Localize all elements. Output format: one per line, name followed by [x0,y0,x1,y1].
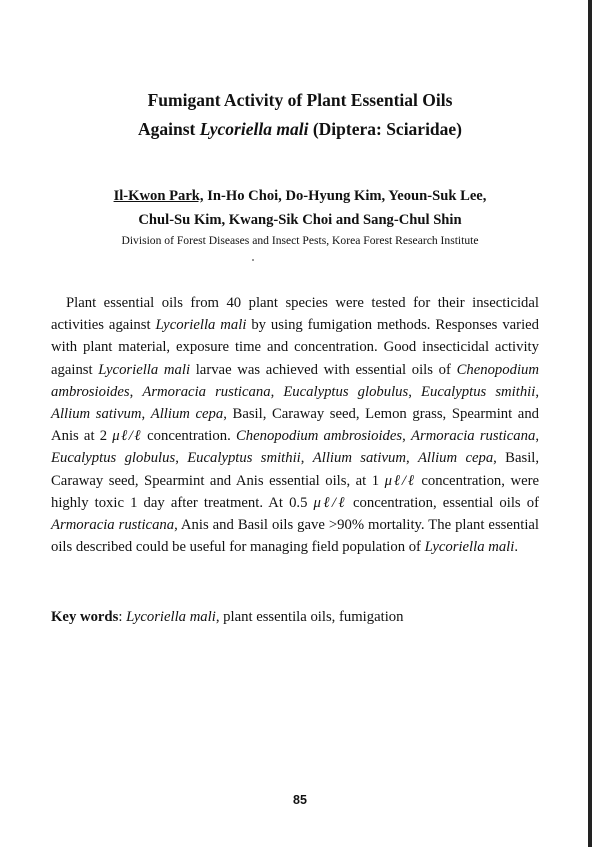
keywords [51,606,539,628]
separator: , [535,428,539,445]
abstract-text: larvae was achieved with essential oils of [190,361,457,378]
species-name: Lycoriella mali [98,361,191,378]
title-species: Lycoriella mali [199,119,309,139]
separator: , [129,383,143,400]
separator: , [405,450,418,467]
species-name: Allium sativum [51,406,142,423]
author-list-line1 [0,186,600,206]
abstract-text: , Basil, Caraway seed, Spearmint and Anis essential oils, at 1 [51,450,540,489]
species-name: Allium cepa [417,450,494,467]
abstract-text: , Basil, Caraway seed, Lemon grass, Spearmint and Anis at 2 [51,406,540,445]
species-name: Eucalyptus globulus [283,383,409,400]
species-name: Allium cepa [150,406,224,423]
keywords-label: Key words [51,609,119,625]
abstract-text: , Anis and Basil oils gave >90% mortality. The plant essential oils described could be useful for managing field population of [51,517,540,556]
abstract-text: by using fumigation methods. Responses varied with plant material, exposure time and concentration. Good insecticidal activity against [51,317,540,378]
abstract-text: concentration. [141,428,236,445]
separator: , [300,450,313,467]
abstract-text: . [514,539,519,556]
keyword-species: Lycoriella mali [126,609,216,625]
title-suffix: (Diptera: Sciaridae) [308,119,463,139]
species-name: Lycoriella mali [424,539,515,556]
concentration-unit: μℓ/ℓ [313,494,347,511]
species-name: Eucalyptus smithii [187,450,301,467]
separator: , [408,383,421,400]
abstract-text: concentration, were highly toxic 1 day after treatment. At 0.5 [51,472,539,511]
species-name: Armoracia rusticana [142,383,271,400]
species-name: Allium sativum [312,450,406,467]
keywords-colon: : [118,609,127,625]
species-name: Armoracia rusticana [411,428,536,445]
presenting-author: Il-Kwon Park, [113,188,204,204]
species-name: Armoracia rusticana [51,517,175,534]
title-text: Fumigant Activity of Plant Essential Oils [147,90,453,110]
affiliation: Division of Forest Diseases and Insect Pests, Korea Forest Research Institute [121,234,479,247]
page-number: 85 [293,793,307,807]
paper-title-line1 [0,88,600,112]
coauthors: Chul-Su Kim, Kwang-Sik Choi and Sang-Chul Shin [138,212,462,228]
separator: , [535,383,539,400]
abstract-text: Plant essential oils from 40 plant species were tested for their insecticidal activities against [51,295,539,334]
species-name: Chenopodium ambrosioides [235,428,403,445]
species-name: Eucalyptus smithii [421,383,536,400]
species-name: Lycoriella mali [155,317,247,334]
keywords-list: , plant essentila oils, fumigation [215,609,404,625]
species-name: Eucalyptus globulus [51,450,176,467]
abstract-text: concentration, essential oils of [346,494,539,511]
scan-speck [252,259,254,261]
author-list-line2 [0,210,600,230]
species-name: Chenopodium ambrosioides [51,361,539,400]
separator: , [270,383,284,400]
separator: , [402,428,411,445]
abstract-paragraph [51,292,539,558]
coauthors: In-Ho Choi, Do-Hyung Kim, Yeoun-Suk Lee, [203,188,487,204]
title-prefix: Against [137,119,200,139]
concentration-unit: μℓ/ℓ [112,428,142,445]
separator: , [141,406,151,423]
concentration-unit: μℓ/ℓ [384,472,416,489]
separator: , [175,450,188,467]
paper-title-line2 [0,117,600,141]
